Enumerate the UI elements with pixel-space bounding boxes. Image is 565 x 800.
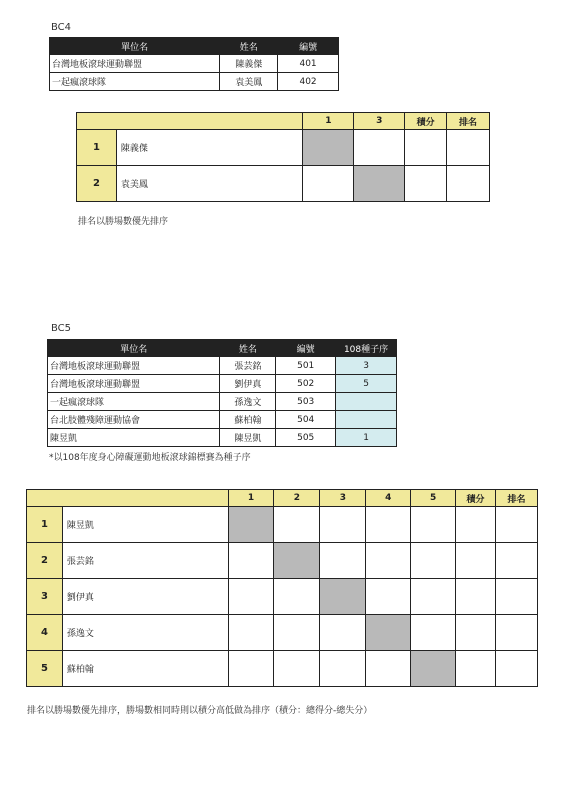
- score-cell: [354, 130, 405, 166]
- score-cell: [303, 166, 354, 202]
- table-row: [50, 55, 339, 73]
- header-rank: 排名: [496, 490, 538, 507]
- score-cell: [366, 543, 411, 579]
- self-match-cell: [228, 507, 274, 543]
- bc5-registration-table: [47, 339, 397, 447]
- rank-cell: [496, 579, 538, 615]
- player-name: 劉伊真: [62, 579, 228, 615]
- header-col-3: 3: [320, 490, 366, 507]
- score-cell: [274, 507, 320, 543]
- rank-cell: [447, 130, 490, 166]
- score-cell: [411, 543, 456, 579]
- score-cell: [320, 507, 366, 543]
- cell-name: 張芸銘: [220, 357, 276, 375]
- points-cell: [456, 579, 496, 615]
- cell-name: 蘇柏翰: [220, 411, 276, 429]
- row-number: 2: [27, 543, 63, 579]
- cell-name: 孫逸文: [220, 393, 276, 411]
- cell-name: 袁美鳳: [220, 73, 278, 91]
- player-name: 孫逸文: [62, 615, 228, 651]
- self-match-cell: [354, 166, 405, 202]
- cell-unit: 台灣地板滾球運動聯盟: [48, 375, 220, 393]
- table-row: [50, 73, 339, 91]
- score-cell: [320, 615, 366, 651]
- self-match-cell: [411, 651, 456, 687]
- header-points: 積分: [405, 113, 447, 130]
- self-match-cell: [366, 615, 411, 651]
- cell-unit: 台灣地板滾球運動聯盟: [48, 357, 220, 375]
- header-name: 姓名: [220, 340, 276, 357]
- table-row: [48, 375, 397, 393]
- header-col-5: 5: [411, 490, 456, 507]
- table-row: [77, 166, 490, 202]
- row-number: 4: [27, 615, 63, 651]
- points-cell: [456, 615, 496, 651]
- cell-id: 502: [276, 375, 336, 393]
- bc5-label: BC5: [51, 323, 72, 334]
- cell-id: 504: [276, 411, 336, 429]
- bc5-seed-note: *以108年度身心障礙運動地板滾球錦標賽為種子序: [49, 453, 251, 463]
- header-seed: 108種子序: [336, 340, 397, 357]
- cell-unit: 一起瘋滾球隊: [48, 393, 220, 411]
- points-cell: [456, 507, 496, 543]
- row-number: 2: [77, 166, 117, 202]
- player-name: 陳昱凱: [62, 507, 228, 543]
- header-blank: [77, 113, 303, 130]
- cell-id: 501: [276, 357, 336, 375]
- cell-unit: 一起瘋滾球隊: [50, 73, 220, 91]
- table-row: [27, 507, 538, 543]
- header-blank: [27, 490, 229, 507]
- cell-unit: 陳昱凱: [48, 429, 220, 447]
- score-cell: [366, 579, 411, 615]
- header-points: 積分: [456, 490, 496, 507]
- rank-cell: [447, 166, 490, 202]
- player-name: 張芸銘: [62, 543, 228, 579]
- score-cell: [320, 651, 366, 687]
- row-number: 1: [27, 507, 63, 543]
- bc4-round-robin-table: [76, 112, 490, 202]
- row-number: 5: [27, 651, 63, 687]
- header-col-4: 4: [366, 490, 411, 507]
- score-cell: [366, 651, 411, 687]
- points-cell: [456, 543, 496, 579]
- cell-id: 401: [278, 55, 339, 73]
- header-id: 編號: [278, 38, 339, 55]
- cell-name: 陳義傑: [220, 55, 278, 73]
- header-unit: 單位名: [50, 38, 220, 55]
- table-row: [27, 579, 538, 615]
- rank-cell: [496, 543, 538, 579]
- cell-seed: 5: [336, 375, 397, 393]
- bc4-label: BC4: [51, 22, 72, 33]
- score-cell: [228, 615, 274, 651]
- table-row: [48, 411, 397, 429]
- cell-id: 505: [276, 429, 336, 447]
- cell-seed: 1: [336, 429, 397, 447]
- score-cell: [274, 579, 320, 615]
- header-col-1: 1: [303, 113, 354, 130]
- points-cell: [405, 130, 447, 166]
- table-row: [48, 357, 397, 375]
- table-row: [48, 393, 397, 411]
- table-header-row: [48, 340, 397, 357]
- cell-seed: [336, 411, 397, 429]
- player-name: 蘇柏翰: [62, 651, 228, 687]
- cell-name: 陳昱凱: [220, 429, 276, 447]
- header-unit: 單位名: [48, 340, 220, 357]
- table-row: [27, 543, 538, 579]
- player-name: 袁美鳳: [116, 166, 303, 202]
- table-row: [27, 651, 538, 687]
- points-cell: [456, 651, 496, 687]
- rank-cell: [496, 651, 538, 687]
- cell-unit: 台灣地板滾球運動聯盟: [50, 55, 220, 73]
- table-header-row: [77, 113, 490, 130]
- bc4-ranking-note: 排名以勝場數優先排序: [78, 217, 169, 227]
- table-row: [48, 429, 397, 447]
- score-cell: [274, 615, 320, 651]
- score-cell: [228, 651, 274, 687]
- bc5-round-robin-table: [26, 489, 538, 687]
- score-cell: [228, 543, 274, 579]
- header-rank: 排名: [447, 113, 490, 130]
- header-col-2: 2: [274, 490, 320, 507]
- header-name: 姓名: [220, 38, 278, 55]
- cell-seed: 3: [336, 357, 397, 375]
- table-row: [77, 130, 490, 166]
- cell-unit: 台北肢體殘障運動協會: [48, 411, 220, 429]
- rank-cell: [496, 507, 538, 543]
- score-cell: [411, 579, 456, 615]
- score-cell: [228, 579, 274, 615]
- player-name: 陳義傑: [116, 130, 303, 166]
- rank-cell: [496, 615, 538, 651]
- header-col-3: 3: [354, 113, 405, 130]
- score-cell: [366, 507, 411, 543]
- points-cell: [405, 166, 447, 202]
- score-cell: [320, 543, 366, 579]
- cell-id: 503: [276, 393, 336, 411]
- self-match-cell: [320, 579, 366, 615]
- score-cell: [411, 615, 456, 651]
- bc5-ranking-note: 排名以勝場數優先排序，勝場數相同時則以積分高低做為排序（積分：總得分-總失分）: [27, 706, 373, 716]
- self-match-cell: [274, 543, 320, 579]
- header-id: 編號: [276, 340, 336, 357]
- bc4-registration-table: [49, 37, 339, 91]
- table-header-row: [27, 490, 538, 507]
- table-row: [27, 615, 538, 651]
- score-cell: [411, 507, 456, 543]
- self-match-cell: [303, 130, 354, 166]
- cell-name: 劉伊真: [220, 375, 276, 393]
- header-col-1: 1: [228, 490, 274, 507]
- cell-seed: [336, 393, 397, 411]
- row-number: 3: [27, 579, 63, 615]
- cell-id: 402: [278, 73, 339, 91]
- score-cell: [274, 651, 320, 687]
- table-header-row: [50, 38, 339, 55]
- row-number: 1: [77, 130, 117, 166]
